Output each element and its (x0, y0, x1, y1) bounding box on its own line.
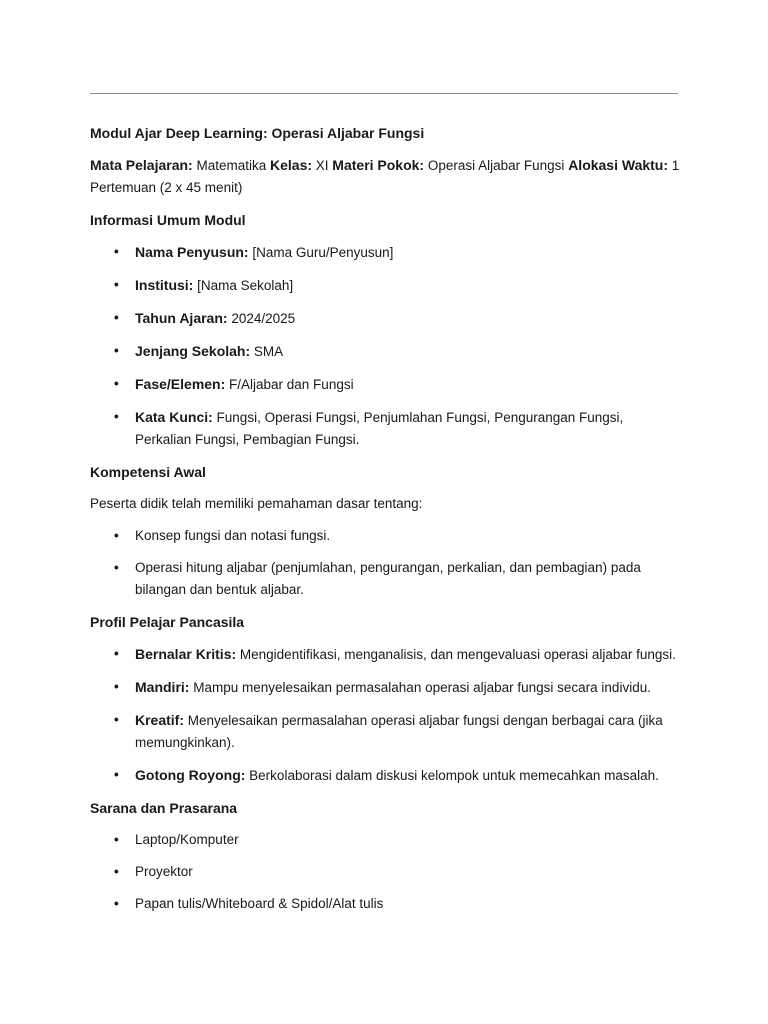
item-label: Tahun Ajaran: (135, 310, 228, 326)
header-divider (90, 93, 678, 94)
item-label: Bernalar Kritis: (135, 646, 237, 662)
section-heading-kompetensi: Kompetensi Awal (90, 464, 206, 480)
item-value: [Nama Sekolah] (193, 278, 294, 293)
item-value: 2024/2025 (227, 311, 296, 326)
item-value: [Nama Guru/Penyusun] (248, 245, 394, 260)
section-heading-sarana: Sarana dan Prasarana (90, 800, 238, 816)
list-item (90, 340, 680, 363)
item-label: Institusi: (135, 277, 194, 293)
list-item (90, 764, 680, 787)
materi-pokok-value: Operasi Aljabar Fungsi (424, 158, 569, 173)
item-value: Mengidentifikasi, menganalisis, dan mengevaluasi operasi aljabar fungsi. (236, 647, 676, 662)
item-label: Fase/Elemen: (135, 376, 226, 392)
item-value: F/Aljabar dan Fungsi (225, 377, 354, 392)
list-item (90, 373, 680, 396)
item-value: SMA (250, 344, 284, 359)
list-item (90, 709, 680, 754)
list-item (90, 274, 680, 297)
materi-pokok-label: Materi Pokok: (332, 157, 425, 173)
mata-pelajaran-label: Mata Pelajaran: (90, 157, 193, 173)
module-meta (90, 154, 680, 199)
item-label: Jenjang Sekolah: (135, 343, 251, 359)
section-heading-profil: Profil Pelajar Pancasila (90, 614, 245, 630)
list-item: • Proyektor (90, 861, 680, 883)
mata-pelajaran-value: Matematika (192, 158, 270, 173)
kelas-label: Kelas: (270, 157, 313, 173)
list-item (90, 676, 680, 699)
list-item (90, 241, 680, 264)
item-label: Kata Kunci: (135, 409, 213, 425)
list-item: • Papan tulis/Whiteboard & Spidol/Alat tulis (90, 893, 680, 915)
list-item (90, 406, 680, 451)
section-heading-informasi: Informasi Umum Modul (90, 212, 246, 228)
item-value: Mampu menyelesaikan permasalahan operasi aljabar fungsi secara individu. (189, 680, 651, 695)
list-item: • Konsep fungsi dan notasi fungsi. (90, 525, 680, 547)
item-label: Kreatif: (135, 712, 185, 728)
profil-list (90, 643, 680, 787)
list-item: • Laptop/Komputer (90, 829, 680, 851)
alokasi-waktu-label: Alokasi Waktu: (568, 157, 669, 173)
alokasi-waktu-value: 1 Pertemuan (2 x 45 menit) (90, 158, 680, 195)
document-body (90, 122, 680, 925)
kompetensi-list (90, 525, 680, 601)
list-item (90, 643, 680, 666)
item-value: Berkolaborasi dalam diskusi kelompok untuk memecahkan masalah. (245, 768, 659, 783)
item-label: Gotong Royong: (135, 767, 246, 783)
informasi-list (90, 241, 680, 451)
kelas-value: XI (312, 158, 333, 173)
kompetensi-intro: Peserta didik telah memiliki pemahaman dasar tentang: (90, 496, 423, 511)
item-label: Mandiri: (135, 679, 190, 695)
item-value: Menyelesaikan permasalahan operasi aljabar fungsi dengan berbagai cara (jika memungkinkan). (135, 713, 663, 750)
list-item (90, 307, 680, 330)
sarana-list (90, 829, 680, 915)
item-label: Nama Penyusun: (135, 244, 249, 260)
document-title: Modul Ajar Deep Learning: Operasi Aljabar Fungsi (90, 125, 425, 141)
item-value: Fungsi, Operasi Fungsi, Penjumlahan Fungsi, Pengurangan Fungsi, Perkalian Fungsi, Pembagian Fungsi. (135, 410, 624, 447)
list-item: • Operasi hitung aljabar (penjumlahan, pengurangan, perkalian, dan pembagian) pada bilangan dan bentuk aljabar. (90, 557, 680, 601)
